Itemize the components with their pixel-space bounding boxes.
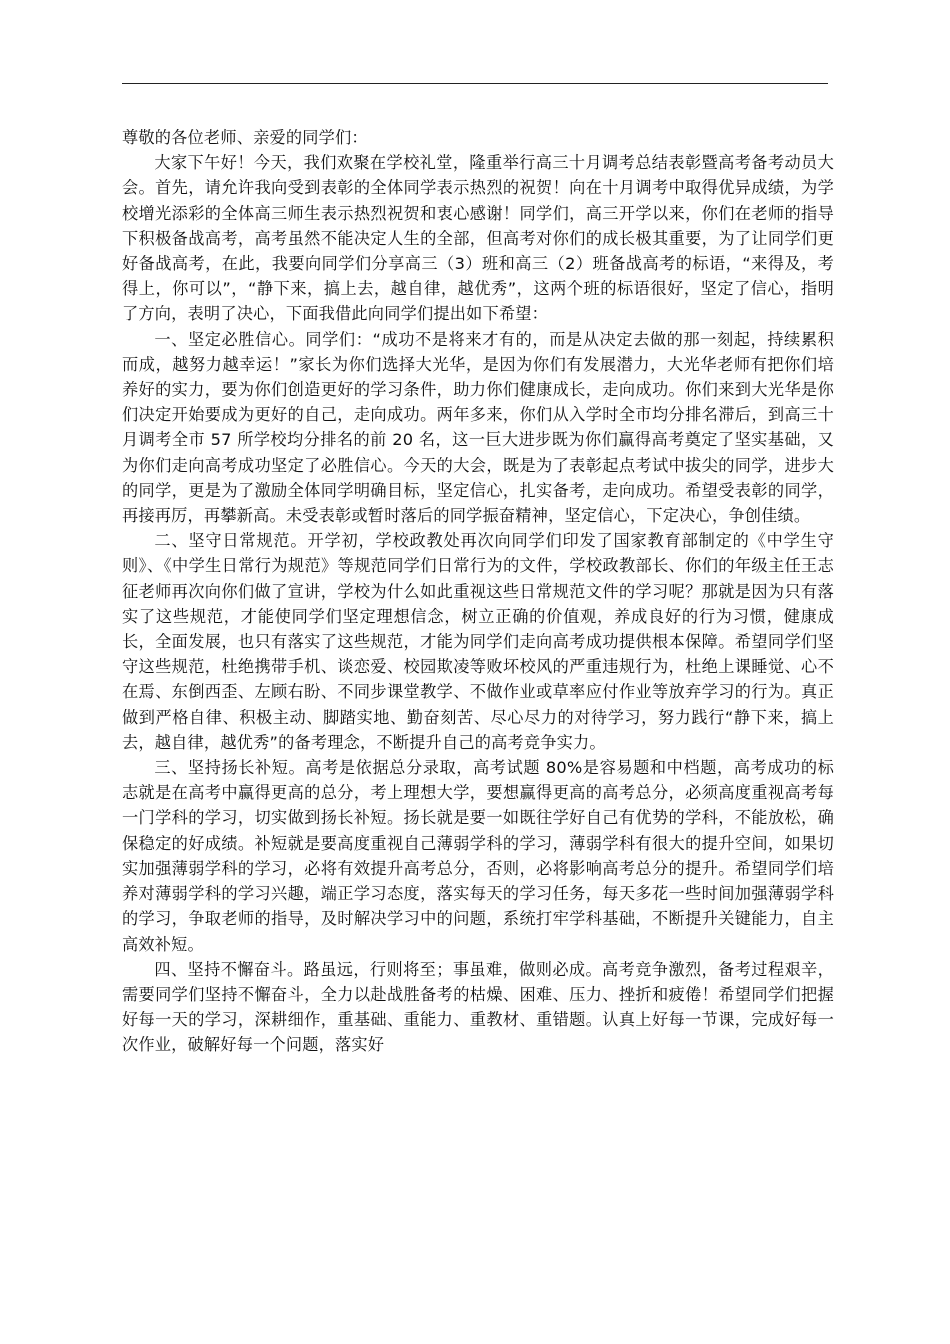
paragraph-greeting: 大家下午好！今天，我们欢聚在学校礼堂，隆重举行高三十月调考总结表彰暨高考备考动员大会。首先，请允许我向受到表彰的全体同学表示热烈的祝贺！向在十月调考中取得优异成绩，为学校增光添彩的全体高三师生表示热烈祝贺和衷心感谢！同学们，高三开学以来，你们在老师的指导下积极备战高考，高考虽然不能决定人生的全部，但高考对你们的成长极其重要，为了让同学们更好备战高考，在此，我要向同学们分享高三（3）班和高三（2）班备战高考的标语，“来得及，考得上，你可以”，“静下来，搞上去，越自律，越优秀”，这两个班的标语很好，坚定了信心，指明了方向，表明了决心，下面我借此向同学们提出如下希望： [122, 153, 834, 324]
paragraph-strengths: 三、坚持扬长补短。高考是依据总分录取，高考试题 80%是容易题和中档题，高考成功的标志就是在高考中赢得更高的总分，考上理想大学，要想赢得更高的高考总分，必须高度重视高考每一门学科的学习，切实做到扬长补短。扬长就是要一如既往学好自己有优势的学科，不能放松，确保稳定的好成绩。补短就是要高度重视自己薄弱学科的学习，薄弱学科有很大的提升空间，如果切实加强薄弱学科的学习，必将有效提升高考总分，否则，必将影响高考总分的提升。希望同学们培养对薄弱学科的学习兴趣，端正学习态度，落实每天的学习任务，每天多花一些时间加强薄弱学科的学习，争取老师的指导，及时解决学习中的问题，系统打牢学科基础，不断提升关键能力，自主高效补短。 [122, 758, 834, 954]
paragraph-confidence: 一、坚定必胜信心。同学们：“成功不是将来才有的，而是从决定去做的那一刻起，持续累积而成，越努力越幸运！”家长为你们选择大光华，是因为你们有发展潜力，大光华老师有把你们培养好的实力，要为你们创造更好的学习条件，助力你们健康成长，走向成功。你们来到大光华是你们决定开始要成为更好的自己，走向成功。两年多来，你们从入学时全市均分排名滞后，到高三十月调考全市 57 所学校均分排名的前 20 名，这一巨大进步既为你们赢得高考奠定了坚实基础，又为你们走向高考成功坚定了必胜信心。今天的大会，既是为了表彰起点考试中拔尖的同学，进步大的同学，更是为了激励全体同学明确目标，坚定信心，扎实备考，走向成功。希望受表彰的同学，再接再厉，再攀新高。未受表彰或暂时落后的同学振奋精神，坚定信心，下定决心，争创佳绩。 [122, 329, 834, 526]
header-rule [122, 83, 828, 84]
document-body [122, 125, 834, 1058]
salutation: 尊敬的各位老师、亲爱的同学们： [122, 128, 368, 147]
paragraph-persistence: 四、坚持不懈奋斗。路虽远，行则将至；事虽难，做则必成。高考竞争激烈，备考过程艰辛，需要同学们坚持不懈奋斗，全力以赴战胜备考的枯燥、困难、压力、挫折和疲倦！希望同学们把握好每一天的学习，深耕细作，重基础、重能力、重教材、重错题。认真上好每一节课，完成好每一次作业，破解好每一个问题，落实好 [122, 959, 834, 1055]
paragraph-norms: 二、坚守日常规范。开学初，学校政教处再次向同学们印发了国家教育部制定的《中学生守则》、《中学生日常行为规范》等规范同学们日常行为的文件，学校政教部长、你们的年级主任王志征老师再次向你们做了宣讲，学校为什么如此重视这些日常规范文件的学习呢？那就是因为只有落实了这些规范，才能使同学们坚定理想信念，树立正确的价值观，养成良好的行为习惯，健康成长，全面发展，也只有落实了这些规范，才能为同学们走向高考成功提供根本保障。希望同学们坚守这些规范，杜绝携带手机、谈恋爱、校园欺凌等败坏校风的严重违规行为，杜绝上课睡觉、心不在焉、东倒西歪、左顾右盼、不同步课堂教学、不做作业或草率应付作业等放弃学习的行为。真正做到严格自律、积极主动、脚踏实地、勤奋刻苦、尽心尽力的对待学习，努力践行“静下来，搞上去，越自律，越优秀”的备考理念，不断提升自己的高考竞争实力。 [122, 531, 834, 752]
